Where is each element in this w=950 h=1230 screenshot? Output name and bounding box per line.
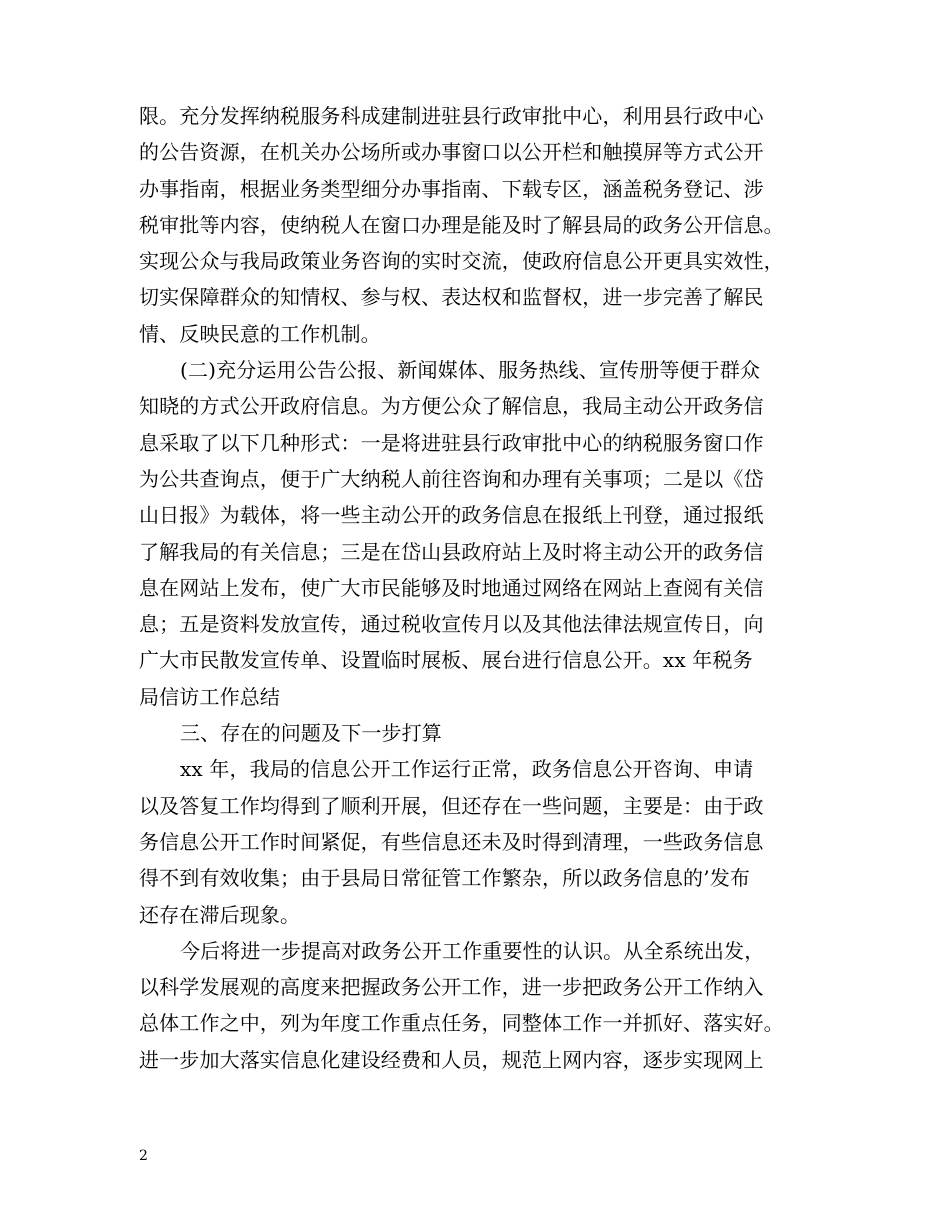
text-line: 广大市民散发宣传单、设置临时展板、展台进行信息公开。xx 年税务	[139, 648, 753, 673]
text-line: 切实保障群众的知情权、参与权、表达权和监督权，进一步完善了解民	[139, 285, 764, 310]
text-line: 情、反映民意的工作机制。	[139, 321, 381, 346]
text-line: 以科学发展观的高度来把握政务公开工作，进一步把政务公开工作纳入	[139, 975, 764, 1000]
text-line: 税审批等内容，使纳税人在窗口办理是能及时了解县局的政务公开信息。	[139, 212, 784, 237]
body-text	[139, 98, 811, 1078]
page-number: 2	[139, 1148, 148, 1164]
text-line: 得不到有效收集；由于县局日常征管工作繁杂，所以政务信息的’发布	[139, 866, 751, 891]
text-line: 为公共查询点，便于广大纳税人前往咨询和办理有关事项；二是以《岱	[139, 466, 764, 491]
text-line: xx 年，我局的信息公开工作运行正常，政务信息公开咨询、申请	[180, 757, 754, 782]
text-line: 实现公众与我局政策业务咨询的实时交流，使政府信息公开更具实效性，	[139, 249, 784, 274]
text-line: 息在网站上发布，使广大市民能够及时地通过网络在网站上查阅有关信	[139, 575, 764, 600]
text-line: 三、存在的问题及下一步打算	[180, 721, 442, 746]
text-line: 了解我局的有关信息；三是在岱山县政府站上及时将主动公开的政务信	[139, 539, 764, 564]
text-line: 知晓的方式公开政府信息。为方便公众了解信息，我局主动公开政务信	[139, 394, 764, 419]
text-line: 今后将进一步提高对政务公开工作重要性的认识。从全系统出发，	[180, 938, 765, 963]
text-line: (二)充分运用公告公报、新闻媒体、服务热线、宣传册等便于群众	[180, 358, 761, 383]
text-line: 局信访工作总结	[139, 684, 281, 709]
text-line: 以及答复工作均得到了顺利开展，但还存在一些问题，主要是：由于政	[139, 793, 764, 818]
text-line: 务信息公开工作时间紧促，有些信息还未及时得到清理，一些政务信息	[139, 829, 764, 854]
text-line: 还存在滞后现象。	[139, 902, 301, 927]
text-line: 进一步加大落实信息化建设经费和人员，规范上网内容，逐步实现网上	[139, 1047, 764, 1072]
text-line: 息采取了以下几种形式：一是将进驻县行政审批中心的纳税服务窗口作	[139, 430, 764, 455]
text-line: 办事指南，根据业务类型细分办事指南、下载专区，涵盖税务登记、涉	[139, 176, 764, 201]
text-line: 限。充分发挥纳税服务科成建制进驻县行政审批中心，利用县行政中心	[139, 104, 764, 128]
text-line: 息；五是资料发放宣传，通过税收宣传月以及其他法律法规宣传日，向	[139, 612, 764, 637]
text-line: 总体工作之中，列为年度工作重点任务，同整体工作一并抓好、落实好。	[139, 1011, 784, 1036]
text-line: 山日报》为载体，将一些主动公开的政务信息在报纸上刊登，通过报纸	[139, 503, 764, 528]
text-line: 的公告资源，在机关办公场所或办事窗口以公开栏和触摸屏等方式公开	[139, 140, 764, 165]
